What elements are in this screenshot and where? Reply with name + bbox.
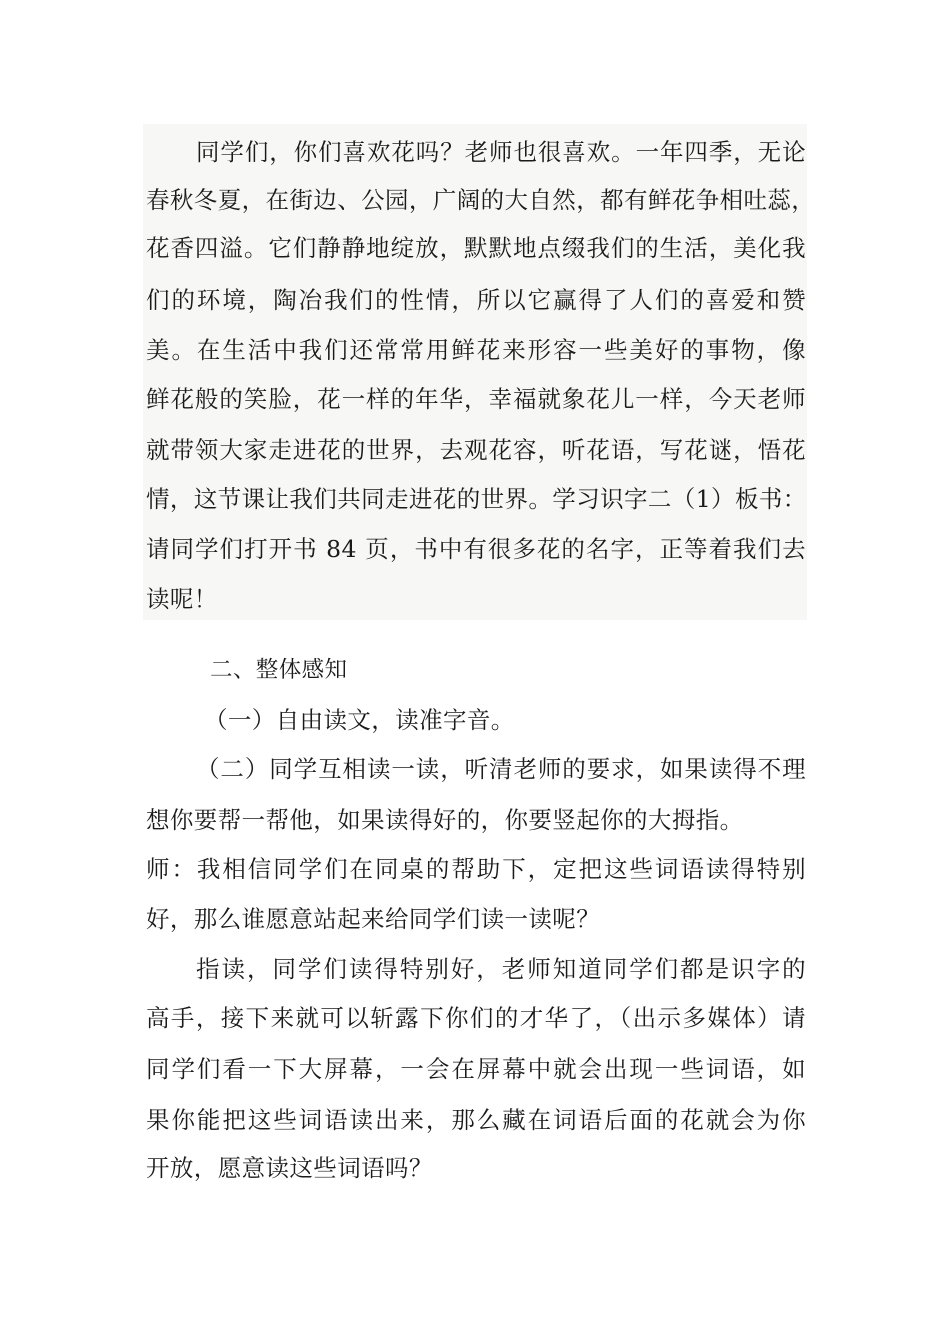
guided-reading-line-3: 同学们看一下大屏幕，一会在屏幕中就会出现一些词语，如: [146, 1055, 806, 1083]
guided-reading-line-5: 开放，愿意读这些词语吗？: [146, 1154, 433, 1182]
teacher-remark-line-2: 好，那么谁愿意站起来给同学们读一读呢？: [146, 905, 601, 933]
teacher-remark-line-1: 师：我相信同学们在同桌的帮助下，定把这些词语读得特别: [146, 855, 806, 883]
intro-line-5: 美。在生活中我们还常常用鲜花来形容一些美好的事物，像: [146, 336, 806, 364]
intro-line-1: 同学们，你们喜欢花吗？老师也很喜欢。一年四季，无论: [196, 138, 806, 166]
step-two-line-2: 想你要帮一帮他，如果读得好的，你要竖起你的大拇指。: [146, 806, 744, 834]
guided-reading-line-1: 指读，同学们读得特别好，老师知道同学们都是识字的: [196, 955, 806, 983]
intro-line-7: 就带领大家走进花的世界，去观花容，听花语，写花谜，悟花: [146, 436, 806, 464]
section-heading: 二、整体感知: [210, 657, 348, 683]
intro-line-3: 花香四溢。它们静静地绽放，默默地点缀我们的生活，美化我: [146, 234, 806, 262]
intro-line-8: 情，这节课让我们共同走进花的世界。学习识字二（1）板书：: [146, 485, 807, 513]
intro-line-2: 春秋冬夏，在街边、公园，广阔的大自然，都有鲜花争相吐蕊，: [146, 186, 816, 214]
intro-line-10: 读呢！: [146, 585, 218, 613]
intro-line-6: 鲜花般的笑脸，花一样的年华，幸福就象花儿一样，今天老师: [146, 385, 806, 413]
guided-reading-line-2: 高手，接下来就可以斩露下你们的才华了，（出示多媒体）请: [146, 1004, 806, 1032]
intro-line-4: 们的环境，陶冶我们的性情，所以它赢得了人们的喜爱和赞: [146, 286, 806, 314]
step-one: （一）自由读文，读准字音。: [204, 706, 515, 734]
step-two-line-1: （二）同学互相读一读，听清老师的要求，如果读得不理: [196, 755, 806, 783]
guided-reading-line-4: 果你能把这些词语读出来，那么藏在词语后面的花就会为你: [146, 1106, 806, 1134]
intro-line-9: 请同学们打开书 84 页，书中有很多花的名字，正等着我们去: [146, 535, 806, 563]
